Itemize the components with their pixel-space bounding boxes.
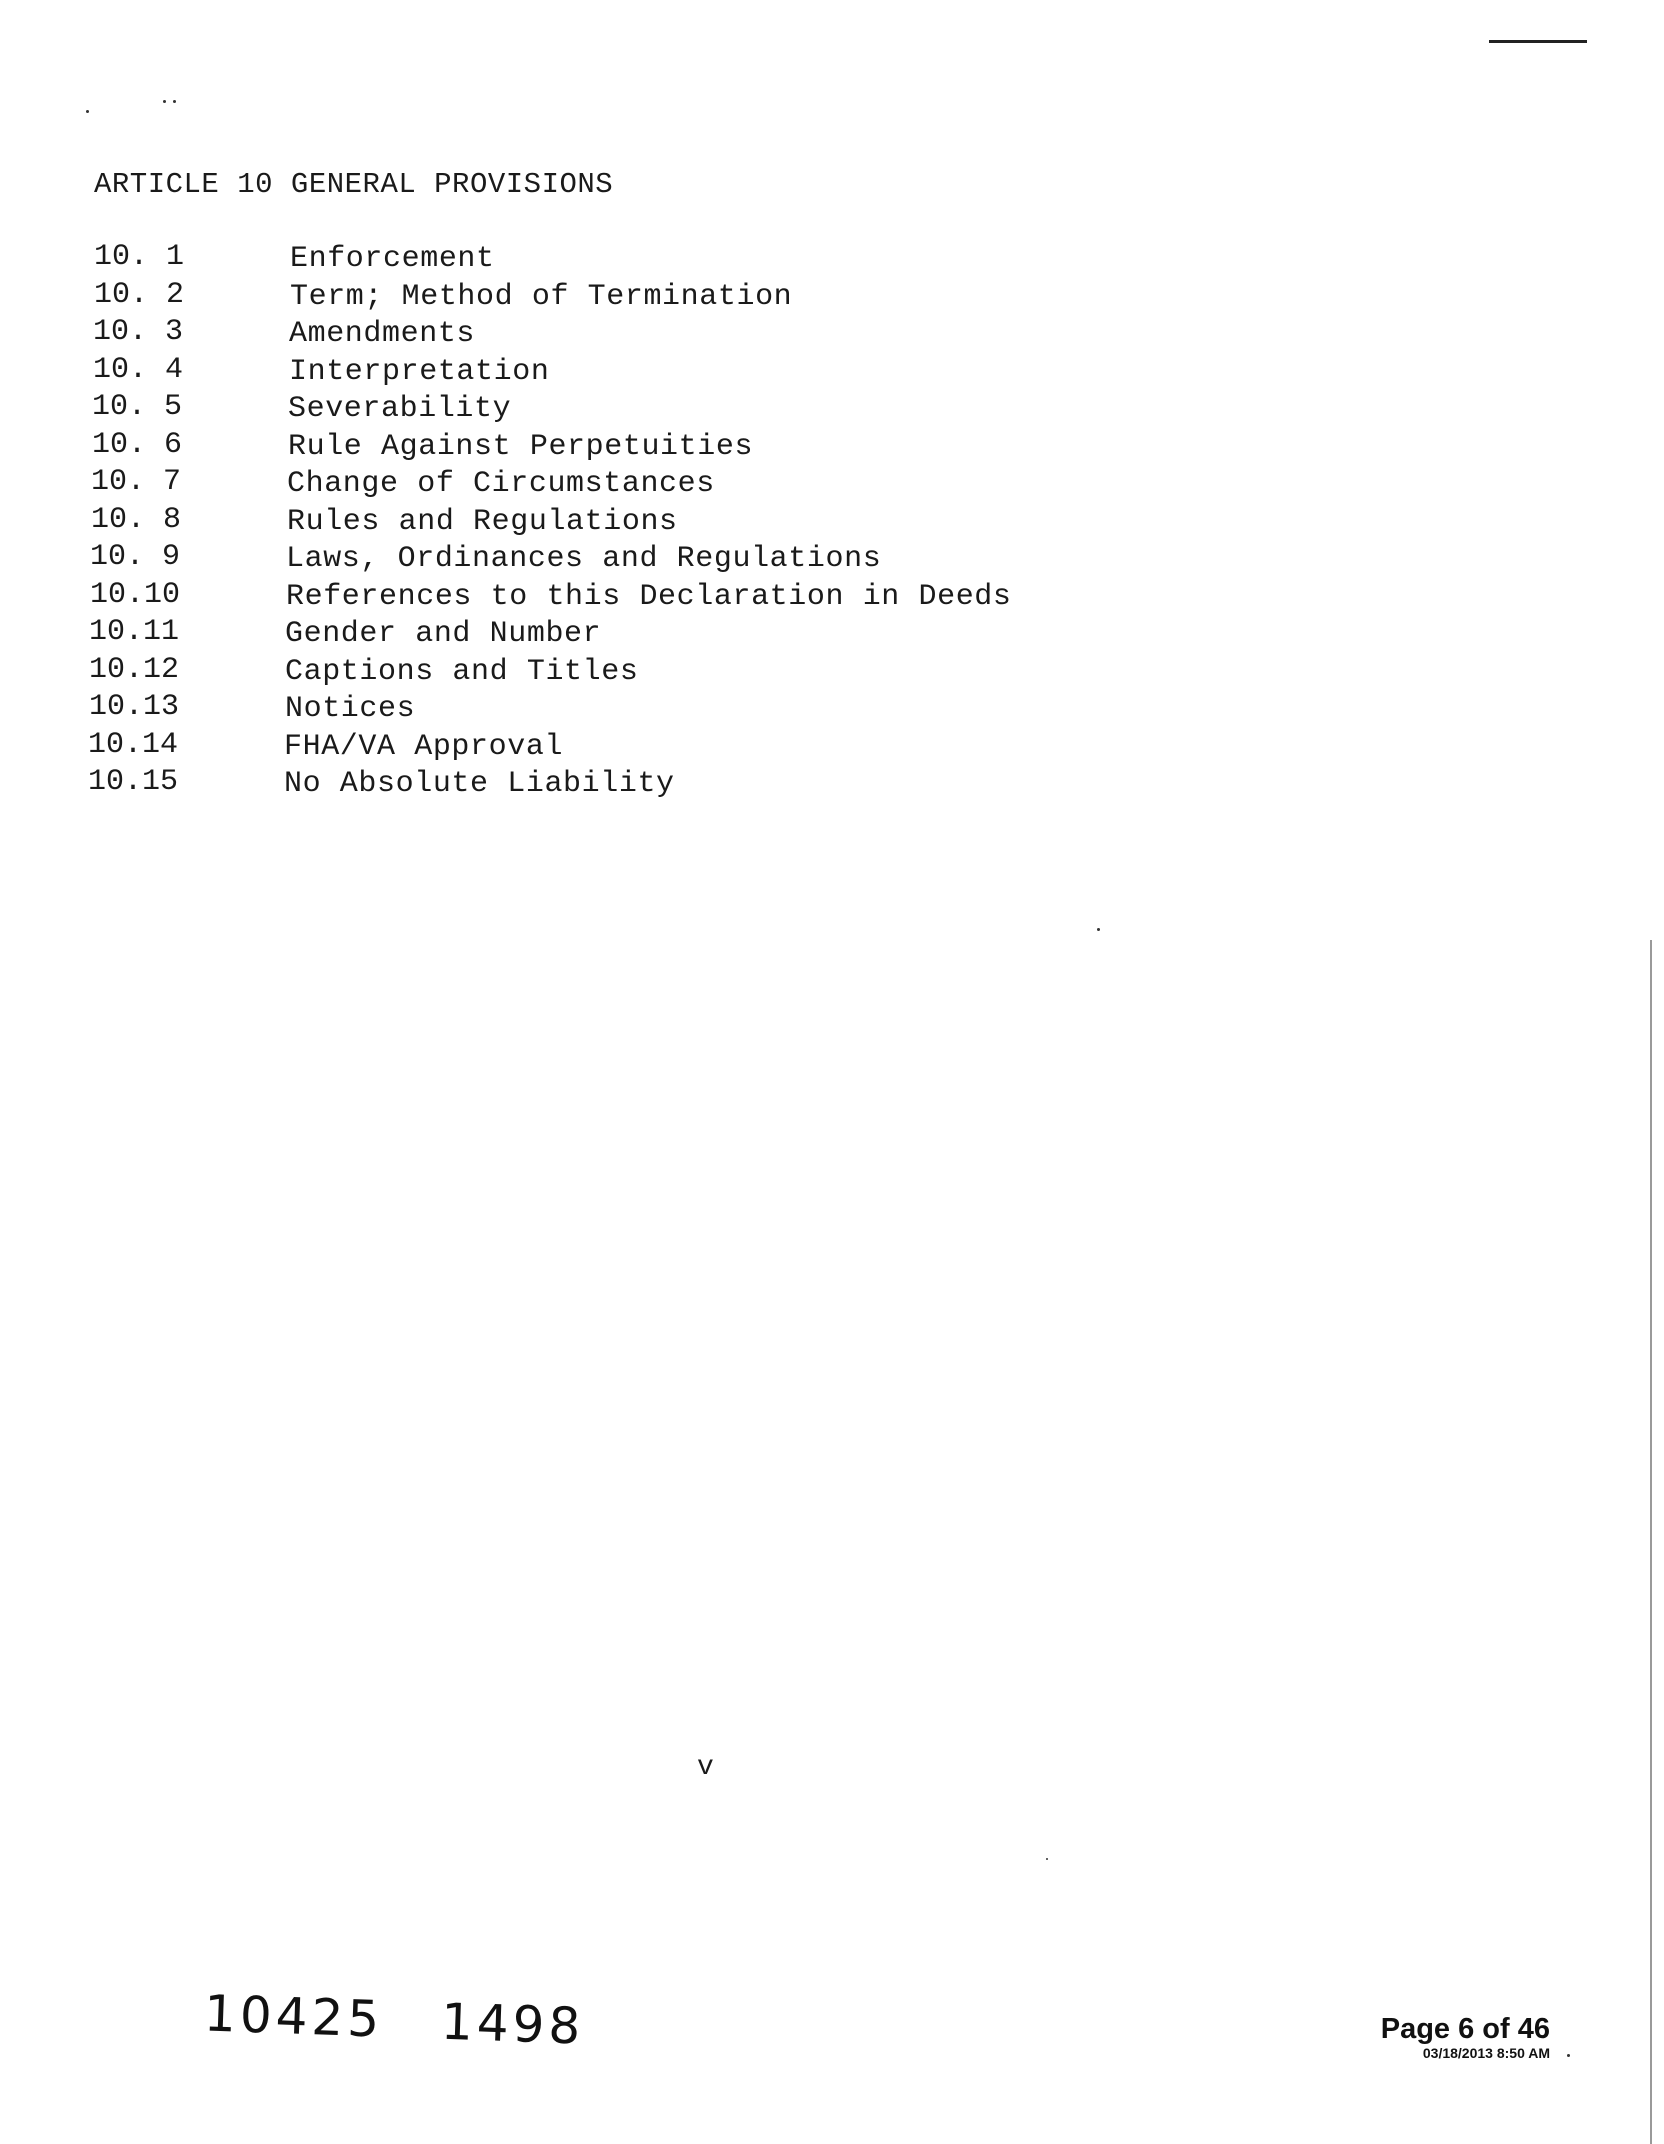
toc-row — [85, 503, 1108, 541]
toc-row — [86, 390, 1108, 428]
section-title: FHA/VA Approval — [284, 729, 564, 764]
book-number: 10425 — [203, 1984, 385, 2049]
scan-speck — [173, 100, 176, 103]
section-number: 10. 6 — [92, 427, 183, 462]
scan-speck — [1046, 1858, 1048, 1860]
toc-row — [85, 465, 1108, 503]
section-title: Amendments — [289, 317, 476, 351]
article-heading: ARTICLE 10 GENERAL PROVISIONS — [94, 168, 614, 201]
toc-row — [88, 278, 1108, 316]
section-title: Severability — [288, 392, 512, 426]
section-number: 10.13 — [89, 690, 180, 724]
roman-page-number: v — [697, 1752, 714, 1783]
toc-row — [88, 240, 1108, 278]
recording-reference — [203, 1984, 643, 2057]
section-title: Captions and Titles — [285, 654, 639, 689]
section-number: 10. 2 — [94, 277, 185, 312]
section-number: 10. 8 — [91, 502, 182, 537]
section-title: Enforcement — [290, 242, 495, 276]
toc-row — [83, 653, 1108, 691]
section-title: Rules and Regulations — [287, 504, 678, 539]
toc-row — [87, 353, 1108, 391]
section-title: Term; Method of Termination — [290, 279, 793, 314]
page-count: Page 6 of 46 — [1380, 2013, 1550, 2045]
toc-row — [83, 615, 1108, 653]
section-number: 10. 5 — [92, 390, 183, 424]
toc-row — [87, 315, 1108, 353]
section-title: Gender and Number — [285, 617, 602, 651]
section-title: Interpretation — [289, 354, 550, 389]
section-number: 10.12 — [89, 652, 180, 687]
section-title: No Absolute Liability — [284, 767, 675, 801]
section-number: 10.10 — [90, 577, 181, 612]
section-title: Laws, Ordinances and Regulations — [286, 542, 882, 576]
scan-speck — [86, 110, 89, 113]
section-number: 10.15 — [88, 765, 179, 799]
section-title: Rule Against Perpetuities — [288, 429, 754, 464]
toc-row — [84, 578, 1108, 616]
scan-right-edge — [1650, 940, 1652, 2144]
toc-row — [86, 428, 1108, 466]
table-of-contents — [88, 240, 1108, 803]
toc-row — [82, 765, 1108, 803]
section-number: 10. 7 — [91, 465, 182, 499]
section-number: 10.11 — [89, 615, 180, 649]
top-edge-line — [1489, 40, 1587, 43]
page-number: 1498 — [440, 1992, 586, 2056]
scan-speck — [163, 100, 166, 103]
section-number: 10. 4 — [93, 352, 184, 387]
page-timestamp: 03/18/2013 8:50 AM — [1422, 2045, 1550, 2061]
section-title: Change of Circumstances — [287, 467, 715, 501]
section-number: 10. 3 — [93, 315, 184, 349]
toc-row — [84, 540, 1108, 578]
section-number: 10. 1 — [94, 240, 185, 274]
section-title: Notices — [285, 692, 416, 726]
section-number: 10.14 — [88, 727, 179, 762]
scan-speck — [1567, 2054, 1570, 2057]
page-stamp — [1320, 2013, 1550, 2061]
toc-row — [83, 690, 1108, 728]
scan-speck — [1097, 928, 1100, 931]
toc-row — [82, 728, 1108, 766]
section-number: 10. 9 — [90, 540, 181, 574]
section-title: References to this Declaration in Deeds — [286, 579, 1012, 614]
